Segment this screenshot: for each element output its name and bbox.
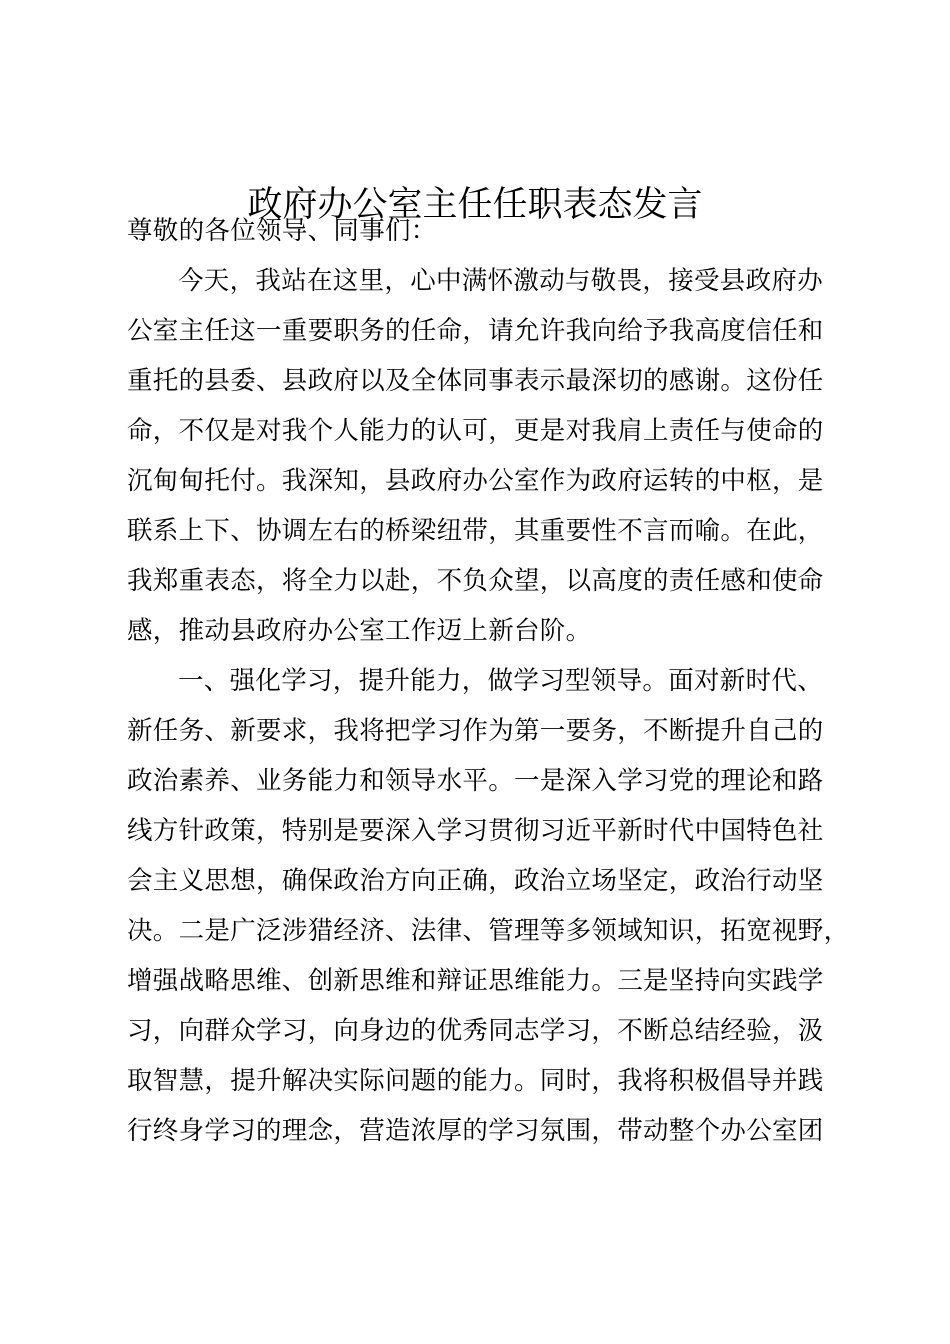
paragraph-line: 习，向群众学习，向身边的优秀同志学习，不断总结经验，汲 xyxy=(127,1016,824,1046)
paragraph-line: 联系上下、协调左右的桥梁纽带，其重要性不言而喻。在此， xyxy=(127,516,824,546)
paragraph-line: 今天，我站在这里，心中满怀激动与敬畏，接受县政府办 xyxy=(178,266,824,296)
paragraph-line: 决。二是广泛涉猎经济、法律、管理等多领域知识，拓宽视野， xyxy=(127,916,850,946)
document-title: 政府办公室主任任职表态发言 xyxy=(247,185,703,225)
paragraph-line: 我郑重表态，将全力以赴，不负众望，以高度的责任感和使命 xyxy=(127,566,824,596)
paragraph-line: 政治素养、业务能力和领导水平。一是深入学习党的理论和路 xyxy=(127,766,824,796)
paragraph-line: 公室主任这一重要职务的任命，请允许我向给予我高度信任和 xyxy=(127,316,824,346)
paragraph-2 xyxy=(127,656,850,1156)
paragraph-line: 新任务、新要求，我将把学习作为第一要务，不断提升自己的 xyxy=(127,716,824,746)
paragraph-line: 重托的县委、县政府以及全体同事表示最深切的感谢。这份任 xyxy=(127,366,824,396)
paragraph-line: 取智慧，提升解决实际问题的能力。同时，我将积极倡导并践 xyxy=(127,1066,824,1096)
paragraph-line: 会主义思想，确保政治方向正确，政治立场坚定，政治行动坚 xyxy=(127,866,824,896)
salutation: 尊敬的各位领导、同事们： xyxy=(127,216,437,246)
paragraph-line: 沉甸甸托付。我深知，县政府办公室作为政府运转的中枢，是 xyxy=(127,466,824,496)
paragraph-line: 感，推动县政府办公室工作迈上新台阶。 xyxy=(127,616,592,646)
paragraph-line: 命，不仅是对我个人能力的认可，更是对我肩上责任与使命的 xyxy=(127,416,824,446)
document-body xyxy=(127,206,850,1156)
paragraph-line: 线方针政策，特别是要深入学习贯彻习近平新时代中国特色社 xyxy=(127,816,824,846)
paragraph-1 xyxy=(127,256,837,656)
paragraph-line: 增强战略思维、创新思维和辩证思维能力。三是坚持向实践学 xyxy=(127,966,824,996)
paragraph-line: 一、强化学习，提升能力，做学习型领导。面对新时代、 xyxy=(178,666,824,696)
paragraph-line: 行终身学习的理念，营造浓厚的学习氛围，带动整个办公室团 xyxy=(127,1116,824,1146)
